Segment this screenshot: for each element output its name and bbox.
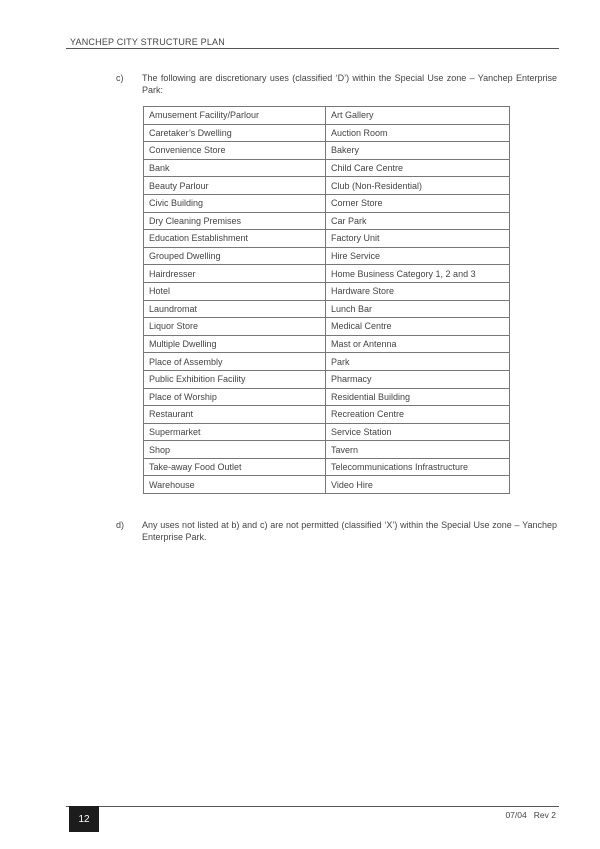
use-cell-right: Home Business Category 1, 2 and 3 — [326, 265, 510, 283]
use-cell-right: Car Park — [326, 212, 510, 230]
paragraph-d-label: d) — [116, 520, 125, 530]
use-cell-right: Recreation Centre — [326, 406, 510, 424]
use-cell-left: Public Exhibition Facility — [144, 370, 326, 388]
paragraph-d — [116, 519, 557, 545]
use-cell-right: Factory Unit — [326, 230, 510, 248]
table-row — [144, 265, 510, 283]
use-cell-right: Bakery — [326, 142, 510, 160]
table-row — [144, 335, 510, 353]
use-cell-right: Mast or Antenna — [326, 335, 510, 353]
use-cell-left: Liquor Store — [144, 318, 326, 336]
table-row — [144, 476, 510, 494]
table-row — [144, 194, 510, 212]
use-cell-right: Child Care Centre — [326, 159, 510, 177]
table-row — [144, 458, 510, 476]
table-row — [144, 159, 510, 177]
use-cell-left: Restaurant — [144, 406, 326, 424]
use-cell-right: Hardware Store — [326, 282, 510, 300]
use-cell-left: Warehouse — [144, 476, 326, 494]
use-cell-right: Pharmacy — [326, 370, 510, 388]
use-cell-left: Amusement Facility/Parlour — [144, 107, 326, 125]
table-row — [144, 423, 510, 441]
date-revision: 07/04 Rev 2 — [505, 810, 556, 820]
use-cell-right: Telecommunications Infrastructure — [326, 458, 510, 476]
use-cell-left: Bank — [144, 159, 326, 177]
table-row — [144, 230, 510, 248]
use-cell-left: Beauty Parlour — [144, 177, 326, 195]
table-row — [144, 300, 510, 318]
table-row — [144, 388, 510, 406]
use-cell-right: Auction Room — [326, 124, 510, 142]
use-cell-left: Hairdresser — [144, 265, 326, 283]
use-cell-left: Convenience Store — [144, 142, 326, 160]
table-row — [144, 370, 510, 388]
running-header: YANCHEP CITY STRUCTURE PLAN — [70, 37, 225, 47]
table-row — [144, 124, 510, 142]
use-cell-right: Art Gallery — [326, 107, 510, 125]
use-cell-right: Tavern — [326, 441, 510, 459]
table-row — [144, 107, 510, 125]
use-cell-left: Place of Worship — [144, 388, 326, 406]
page-number: 12 — [69, 806, 99, 832]
use-cell-right: Club (Non-Residential) — [326, 177, 510, 195]
use-cell-left: Shop — [144, 441, 326, 459]
table-row — [144, 406, 510, 424]
discretionary-uses-table — [143, 106, 510, 494]
use-cell-right: Park — [326, 353, 510, 371]
table-row — [144, 212, 510, 230]
use-cell-right: Corner Store — [326, 194, 510, 212]
footer-rule — [66, 806, 559, 807]
use-cell-right: Medical Centre — [326, 318, 510, 336]
table-row — [144, 318, 510, 336]
table-row — [144, 247, 510, 265]
uses-table-body — [144, 107, 510, 494]
use-cell-left: Dry Cleaning Premises — [144, 212, 326, 230]
table-row — [144, 142, 510, 160]
table-row — [144, 441, 510, 459]
paragraph-d-text: Any uses not listed at b) and c) are not permitted (classified ‘X’) within the Special Use zone – Yanchep Enterprise Park. — [142, 520, 557, 542]
table-row — [144, 177, 510, 195]
use-cell-left: Take-away Food Outlet — [144, 458, 326, 476]
use-cell-right: Video Hire — [326, 476, 510, 494]
paragraph-c-label: c) — [116, 73, 124, 83]
use-cell-left: Civic Building — [144, 194, 326, 212]
table-row — [144, 282, 510, 300]
use-cell-left: Grouped Dwelling — [144, 247, 326, 265]
use-cell-right: Service Station — [326, 423, 510, 441]
use-cell-left: Education Establishment — [144, 230, 326, 248]
use-cell-right: Hire Service — [326, 247, 510, 265]
use-cell-left: Multiple Dwelling — [144, 335, 326, 353]
use-cell-left: Caretaker’s Dwelling — [144, 124, 326, 142]
paragraph-c — [116, 72, 557, 98]
paragraph-c-text: The following are discretionary uses (classified ‘D’) within the Special Use zone – Yanchep Enterprise Park: — [142, 73, 557, 95]
use-cell-left: Place of Assembly — [144, 353, 326, 371]
use-cell-left: Hotel — [144, 282, 326, 300]
use-cell-left: Laundromat — [144, 300, 326, 318]
table-row — [144, 353, 510, 371]
use-cell-right: Residential Building — [326, 388, 510, 406]
header-rule — [66, 48, 559, 49]
use-cell-left: Supermarket — [144, 423, 326, 441]
use-cell-right: Lunch Bar — [326, 300, 510, 318]
